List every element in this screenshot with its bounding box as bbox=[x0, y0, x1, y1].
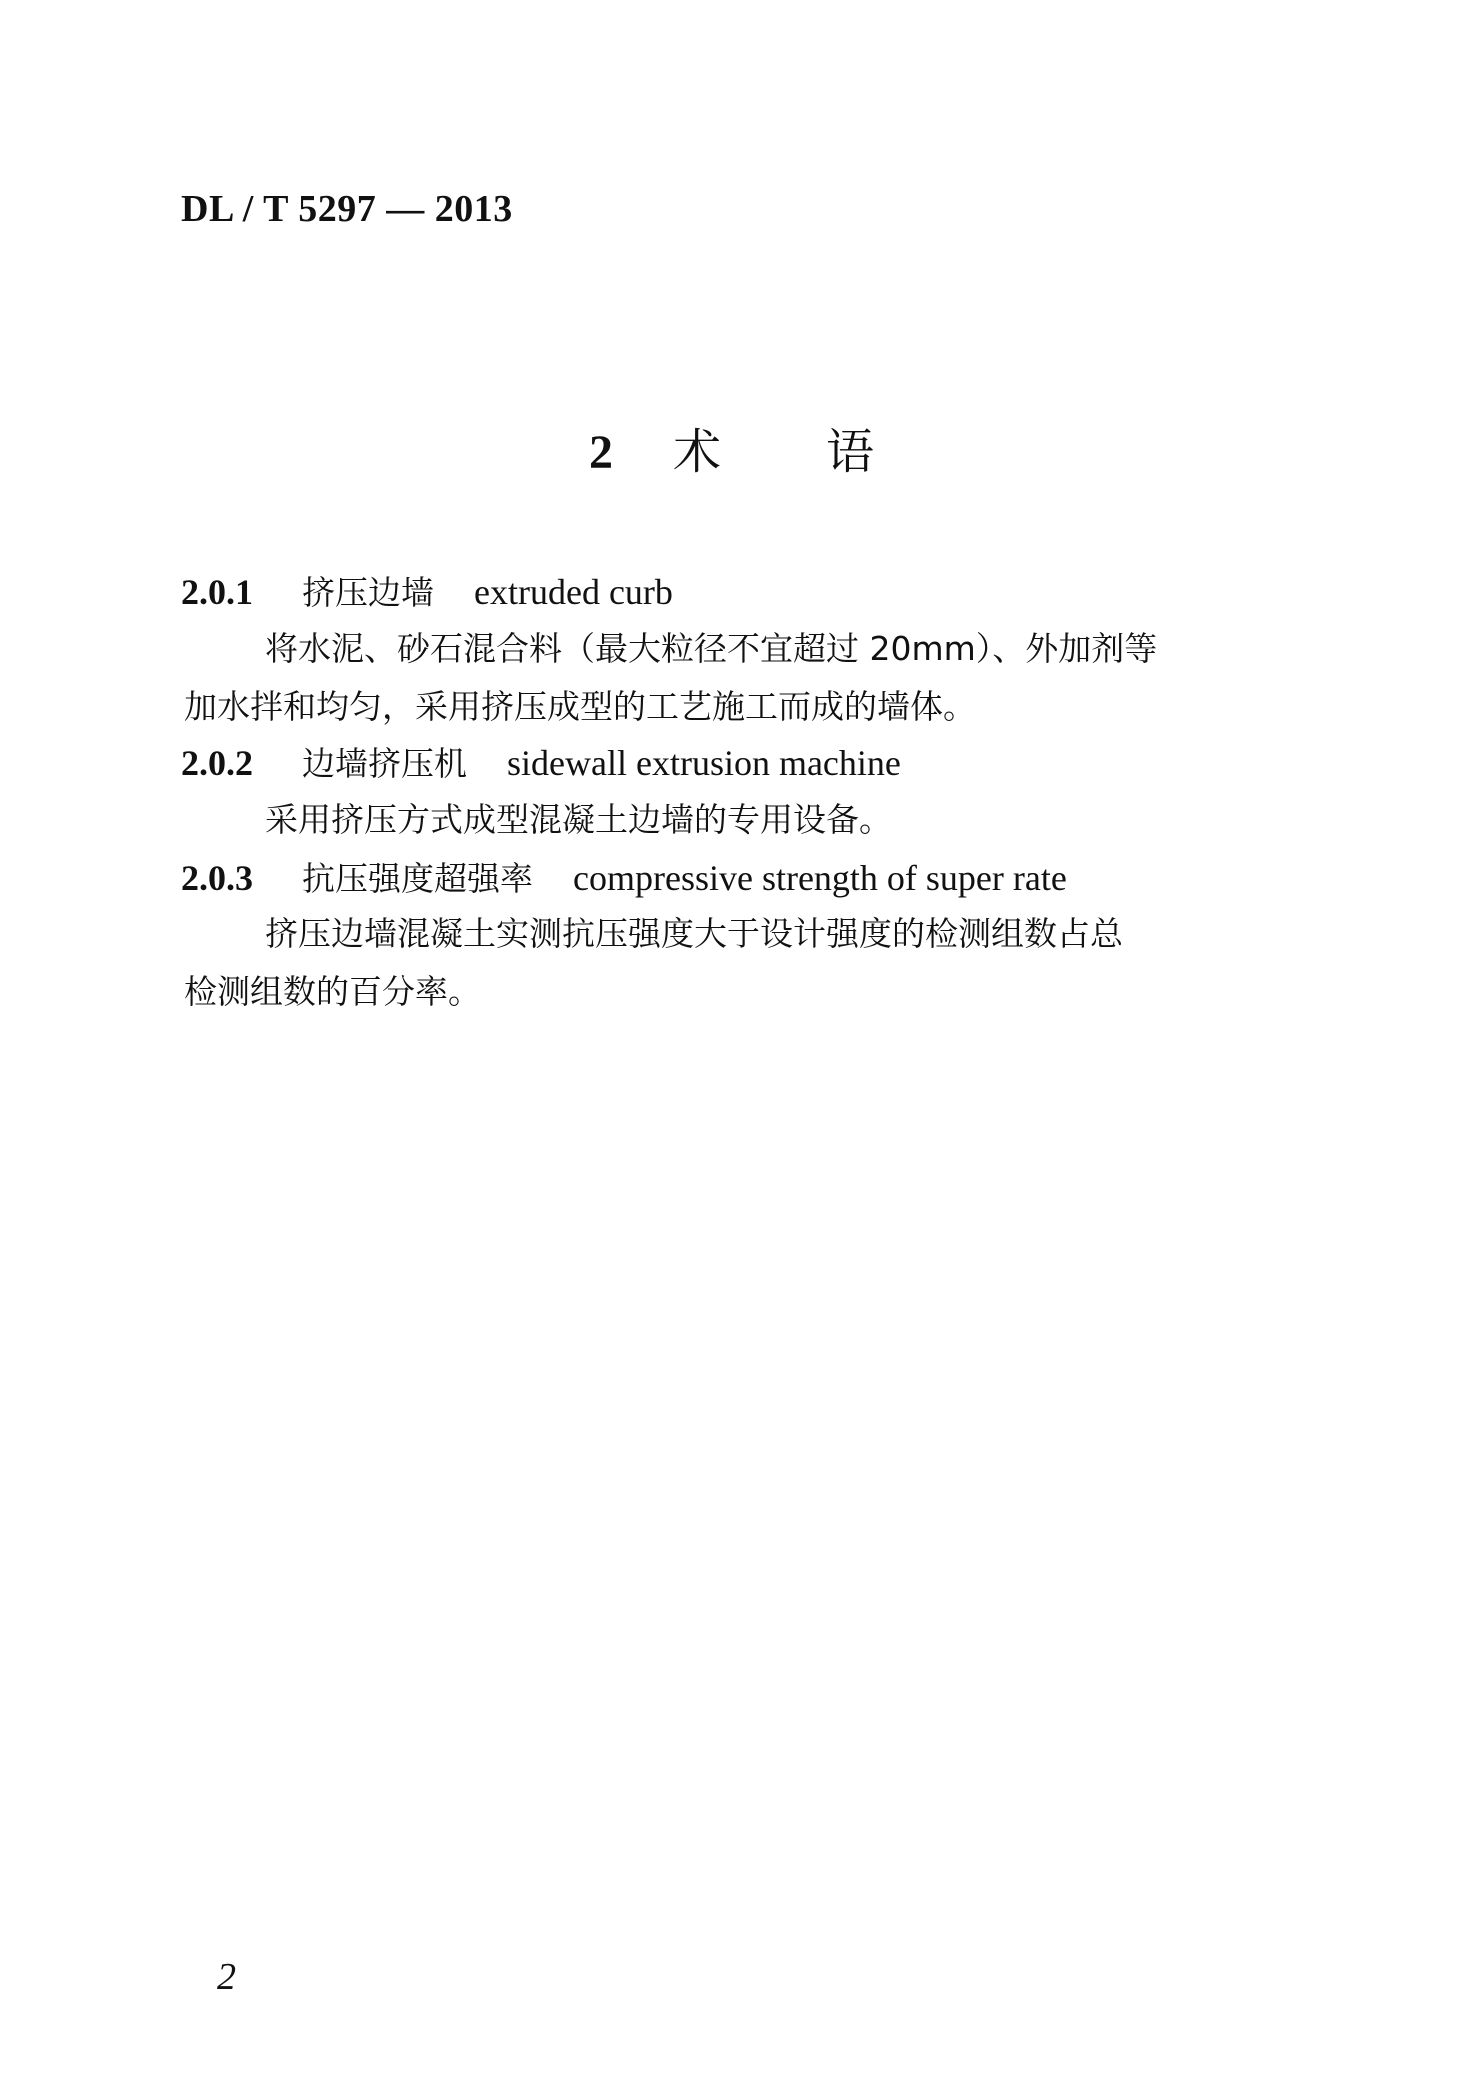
chapter-number: 2 bbox=[589, 426, 613, 479]
term-number: 2.0.3 bbox=[181, 858, 253, 898]
term-heading bbox=[181, 567, 673, 614]
term-heading bbox=[181, 738, 901, 785]
term-number: 2.0.1 bbox=[181, 572, 253, 612]
term-definition-line: 挤压边墙混凝土实测抗压强度大于设计强度的检测组数占总 bbox=[265, 914, 1123, 953]
term-definition-line: 采用挤压方式成型混凝土边墙的专用设备。 bbox=[265, 800, 892, 839]
term-definition-line: 检测组数的百分率。 bbox=[184, 972, 481, 1011]
standard-code-header: DL / T 5297 — 2013 bbox=[181, 188, 513, 230]
term-name-cn: 挤压边墙 bbox=[302, 573, 434, 612]
term-name-cn: 抗压强度超强率 bbox=[302, 859, 533, 898]
term-definition-line: 将水泥、砂石混合料（最大粒径不宜超过 20mm）、外加剂等 bbox=[265, 629, 1158, 668]
term-name-en: sidewall extrusion machine bbox=[507, 743, 901, 783]
page-number: 2 bbox=[217, 1956, 236, 1998]
term-definition-line: 加水拌和均匀，采用挤压成型的工艺施工而成的墙体。 bbox=[184, 687, 976, 726]
term-number: 2.0.2 bbox=[181, 743, 253, 783]
chapter-title-char: 语 bbox=[826, 424, 875, 480]
term-heading bbox=[181, 853, 1067, 900]
chapter-title bbox=[589, 413, 874, 482]
term-name-cn: 边墙挤压机 bbox=[302, 744, 467, 783]
chapter-title-char: 术 bbox=[673, 424, 722, 480]
term-name-en: compressive strength of super rate bbox=[573, 858, 1067, 898]
term-name-en: extruded curb bbox=[474, 572, 673, 612]
